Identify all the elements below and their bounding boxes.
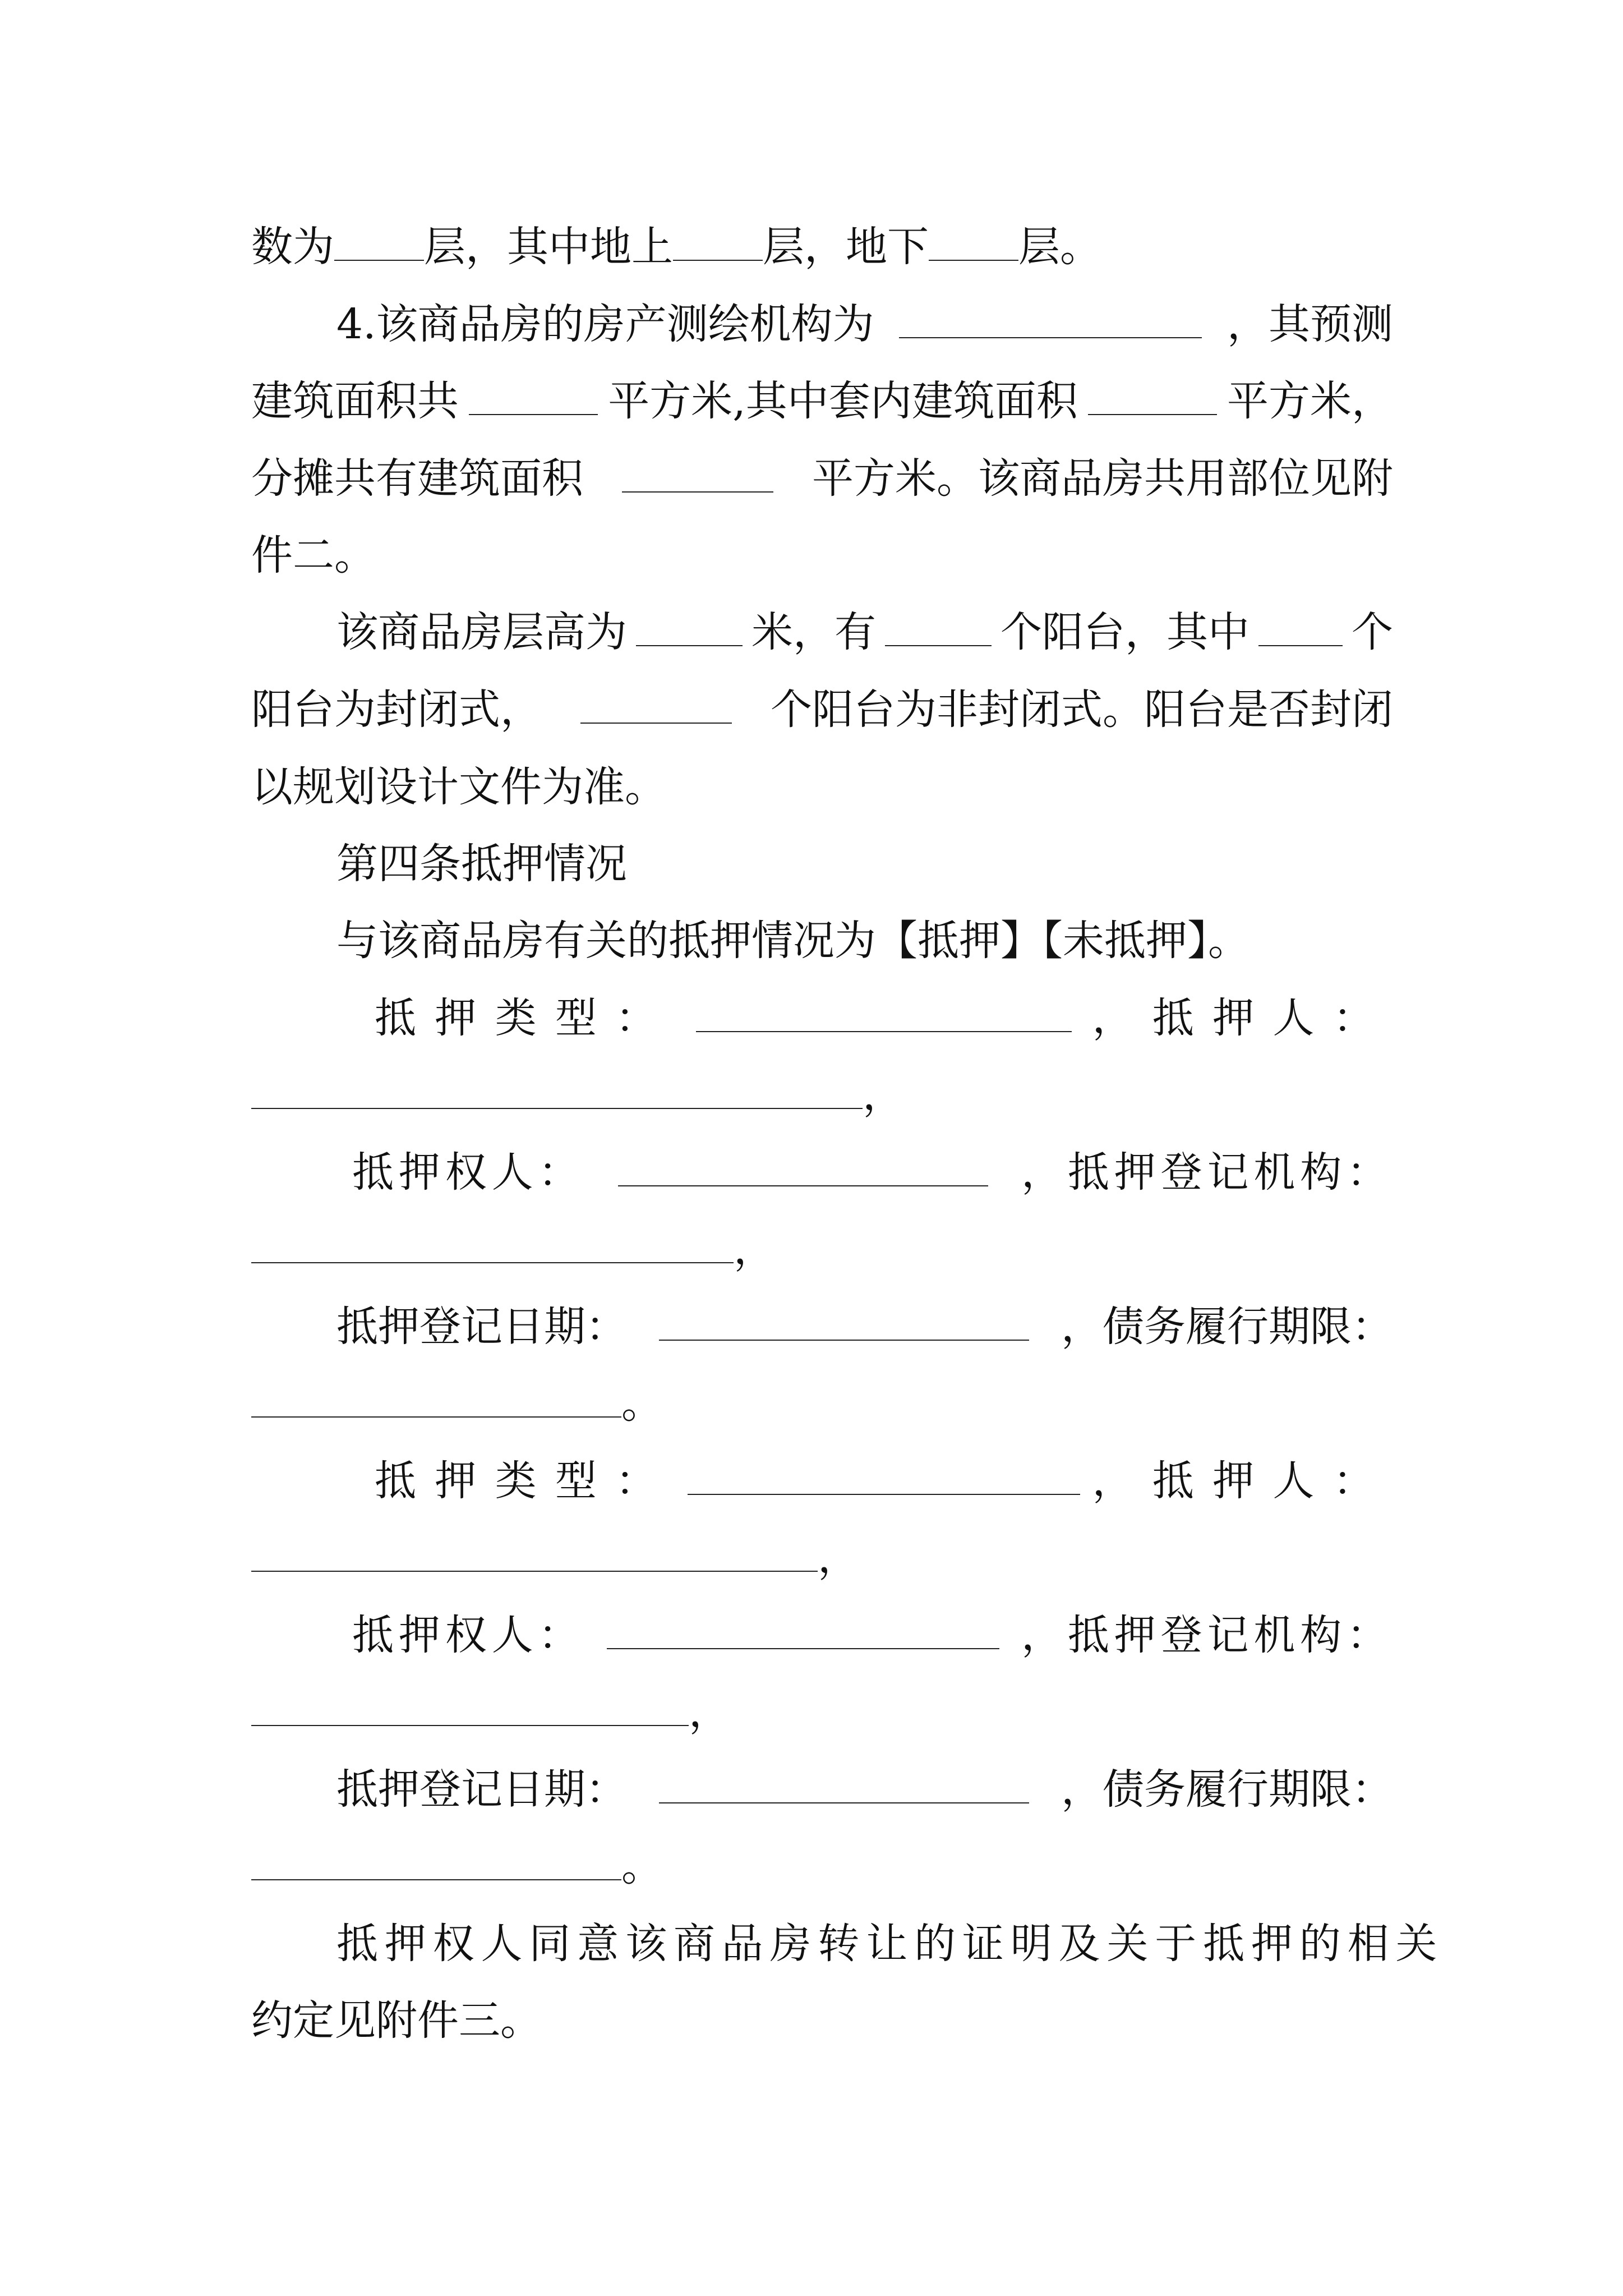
balcony-line-3 [251, 748, 666, 826]
text: 抵押登记日期： [336, 1765, 627, 1814]
text: 数为 [251, 223, 334, 271]
text: ， [863, 1071, 904, 1119]
blank-field[interactable] [885, 641, 992, 646]
text: 层。 [1018, 223, 1101, 271]
text: 平方米， [1227, 377, 1393, 425]
blank-field[interactable] [636, 641, 743, 646]
survey-line-4 [251, 516, 376, 595]
text: 个阳台，其中 [1000, 608, 1249, 656]
text: 第四条抵押情况 [336, 840, 627, 888]
mortgage-status-line [336, 901, 1249, 980]
mortgage-type-line [251, 979, 1393, 1057]
text: 抵押类型： [375, 1457, 676, 1505]
mortgagor-line [251, 1519, 859, 1597]
blank-field[interactable] [469, 410, 598, 415]
text: 抵押登记日期： [336, 1303, 627, 1351]
blank-field[interactable] [607, 1644, 999, 1649]
mortgagee-line [251, 1133, 1393, 1212]
blank-field[interactable] [696, 1027, 1072, 1032]
registration-date-line [251, 1750, 1393, 1829]
blank-field[interactable] [251, 1104, 863, 1109]
term-line [251, 1364, 663, 1443]
text: 该商品房层高为 [336, 608, 627, 656]
mortgagor-line [251, 1056, 904, 1134]
text: ， [818, 1534, 859, 1582]
text: 。 [621, 1379, 663, 1428]
text: ，债务履行期限： [1061, 1303, 1393, 1351]
text: 层，其中地上 [424, 223, 673, 271]
blank-field[interactable] [899, 333, 1202, 338]
balcony-line-1 [251, 593, 1393, 671]
blank-field[interactable] [659, 1798, 1029, 1803]
blank-field[interactable] [1088, 410, 1217, 415]
mortgage-type-line [251, 1442, 1393, 1520]
text: ，其预测 [1227, 300, 1393, 348]
text: 个 [1352, 608, 1393, 656]
blank-field[interactable] [673, 256, 763, 261]
survey-line-1 [251, 285, 1393, 364]
blank-field[interactable] [688, 1490, 1080, 1495]
text: 抵押权人： [352, 1611, 585, 1659]
text: 抵押类型： [375, 994, 676, 1042]
text: 米，有 [751, 608, 876, 656]
text: 4.该商品房的房产测绘机构为 [336, 300, 874, 348]
text: 个阳台为非封闭式。阳台是否封闭 [771, 685, 1393, 734]
text: 约定见附件三。 [251, 1996, 542, 2045]
survey-line-3 [251, 439, 1393, 518]
text: ，抵押人： [1092, 1457, 1393, 1505]
text: 层，地下 [763, 223, 929, 271]
floors-line [251, 208, 1101, 286]
blank-field[interactable] [659, 1336, 1029, 1341]
text: 分摊共有建筑面积 [251, 454, 583, 503]
balcony-line-2 [251, 670, 1393, 749]
text: 建筑面积共 [251, 377, 459, 425]
text: 以规划设计文件为准。 [251, 763, 666, 811]
blank-field[interactable] [929, 256, 1018, 261]
text: 与该商品房有关的抵押情况为【抵押】【未抵押】。 [336, 917, 1249, 965]
survey-line-2 [251, 362, 1393, 440]
consent-line-2 [251, 1981, 542, 2060]
consent-line-1 [251, 1904, 1444, 1983]
blank-field[interactable] [1258, 641, 1343, 646]
text: ，抵押登记机构： [1021, 1611, 1393, 1659]
registry-line [251, 1210, 775, 1289]
text: ， [689, 1688, 730, 1736]
text: ， [734, 1225, 775, 1273]
registry-line [251, 1673, 730, 1751]
text: 抵押权人同意该商品房转让的证明及关于抵押的相关 [336, 1920, 1444, 1968]
mortgagee-line [251, 1596, 1393, 1674]
blank-field[interactable] [334, 256, 424, 261]
section-heading [336, 825, 627, 903]
blank-field[interactable] [580, 719, 732, 724]
blank-field[interactable] [251, 1412, 621, 1418]
text: 平方米,其中套内建筑面积 [608, 377, 1078, 425]
text: 平方米。该商品房共用部位见附 [812, 454, 1393, 503]
text: 件二。 [251, 531, 376, 579]
blank-field[interactable] [618, 1181, 988, 1186]
blank-field[interactable] [622, 487, 773, 493]
blank-field[interactable] [251, 1721, 689, 1726]
text: ，抵押人： [1092, 994, 1393, 1042]
text: 抵押权人： [352, 1148, 585, 1197]
registration-date-line [251, 1287, 1393, 1366]
text: ，抵押登记机构： [1021, 1148, 1393, 1197]
term-line [251, 1827, 663, 1906]
blank-field[interactable] [251, 1258, 734, 1263]
text: 。 [621, 1842, 663, 1890]
text: 阳台为封闭式， [251, 685, 542, 734]
text: ，债务履行期限： [1061, 1765, 1393, 1814]
blank-field[interactable] [251, 1567, 818, 1572]
blank-field[interactable] [251, 1875, 621, 1880]
